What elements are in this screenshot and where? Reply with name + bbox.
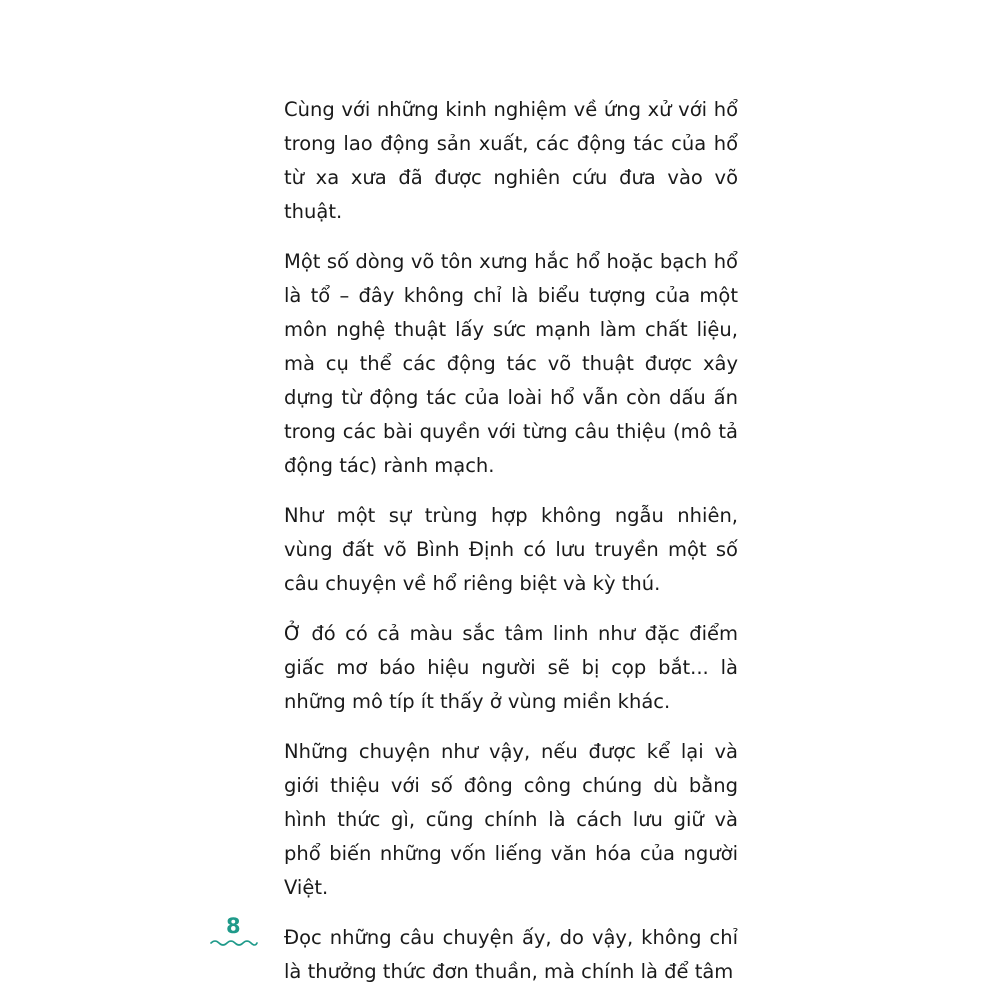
paragraph: Ở đó có cả màu sắc tâm linh như đặc điểm giấc mơ báo hiệu người sẽ bị cọp bắt... là những mô típ ít thấy ở vùng miền khác.: [284, 622, 738, 713]
paragraph: Như một sự trùng hợp không ngẫu nhiên, vùng đất võ Bình Định có lưu truyền một số câu chuyện về hổ riêng biệt và kỳ thú.: [284, 504, 738, 595]
page-number: 8: [226, 914, 241, 938]
paragraph: Đọc những câu chuyện ấy, do vậy, không chỉ là thưởng thức đơn thuần, mà chính là để tâm: [284, 926, 738, 983]
wave-icon: [210, 938, 258, 948]
paragraph: Một số dòng võ tôn xưng hắc hổ hoặc bạch hổ là tổ – đây không chỉ là biểu tượng của một môn nghệ thuật lấy sức mạnh làm chất liệu, mà cụ thể các động tác võ thuật được xây dựng từ động tác của loài hổ vẫn còn dấu ấn trong các bài quyền với từng câu thiệu (mô tả động tác) rành mạch.: [284, 250, 738, 477]
paragraph: Những chuyện như vậy, nếu được kể lại và giới thiệu với số đông công chúng dù bằng hình thức gì, cũng chính là cách lưu giữ và phổ biến những vốn liếng văn hóa của người Việt.: [284, 740, 738, 899]
body-text: [284, 93, 738, 1005]
paragraph: Cùng với những kinh nghiệm về ứng xử với hổ trong lao động sản xuất, các động tác của hổ từ xa xưa đã được nghiên cứu đưa vào võ thuật.: [284, 98, 738, 223]
